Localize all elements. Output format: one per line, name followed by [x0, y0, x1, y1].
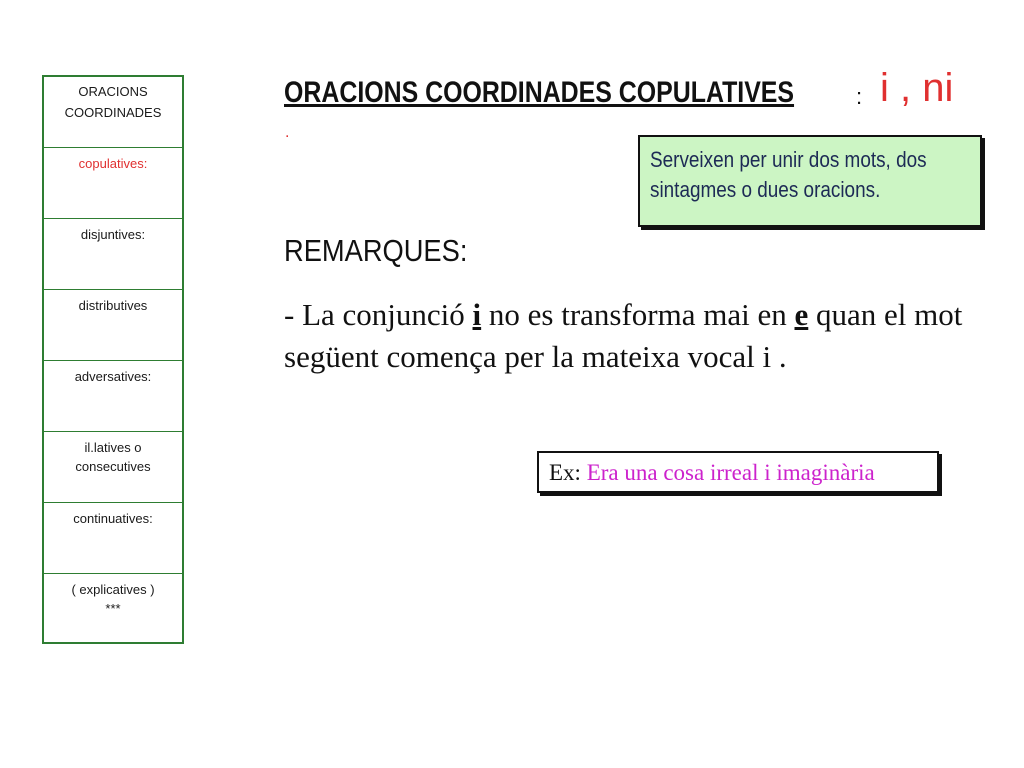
sidebar-item-distributives[interactable]	[44, 290, 182, 361]
sidebar-header-line-2: COORDINADES	[64, 105, 162, 120]
example-text: Era una cosa irreal i imaginària	[580, 460, 875, 485]
sidebar-item-label: adversatives:	[74, 369, 152, 384]
sidebar-item-label: disjuntives:	[80, 227, 146, 242]
remarques-bold-i: i	[472, 297, 482, 332]
remarques-bold-e: e	[794, 297, 809, 332]
sidebar-item-explicatives[interactable]	[44, 574, 182, 645]
remarques-paragraph	[284, 294, 974, 378]
remarques-text-part-2: no es transforma mai en	[481, 297, 795, 332]
sidebar-item-copulatives[interactable]	[44, 148, 182, 219]
sidebar-item-disjuntives[interactable]	[44, 219, 182, 290]
remarques-text-part-1: - La conjunció	[284, 297, 473, 332]
remarques-heading: REMARQUES:	[284, 233, 468, 268]
title-conjunctions: i , ni	[880, 66, 954, 110]
sidebar-item-adversatives[interactable]	[44, 361, 182, 432]
sidebar-item-label-line-2: consecutives	[75, 459, 151, 474]
sidebar-item-label-line-2: ***	[105, 601, 121, 616]
sidebar-header-line-1: ORACIONS	[78, 84, 148, 99]
sidebar-item-label: distributives	[78, 298, 148, 313]
sidebar-item-label: continuatives:	[73, 511, 153, 526]
sidebar-item-label-line-1: ( explicatives )	[71, 582, 155, 597]
page-title-colon: :	[856, 84, 863, 109]
example-box	[537, 451, 939, 493]
sidebar-item-label: copulatives:	[78, 156, 148, 171]
sidebar-item-continuatives[interactable]	[44, 503, 182, 574]
sidebar-item-illatives[interactable]	[44, 432, 182, 503]
title-dot: .	[285, 124, 290, 141]
example-label: Ex:	[549, 460, 581, 485]
definition-line-1: Serveixen per unir dos mots, dos	[650, 147, 927, 172]
definition-box	[638, 135, 982, 227]
definition-line-2: sintagmes o dues oracions.	[650, 177, 881, 202]
page-title	[284, 66, 954, 110]
sidebar-header	[44, 77, 182, 148]
page-title-text: ORACIONS COORDINADES COPULATIVES	[284, 76, 795, 109]
remarques-text-part-3: quan el mot següent comença per la mateixa vocal i .	[284, 297, 963, 374]
sidebar-item-label-line-1: il.latives o	[84, 440, 142, 455]
sidebar-menu	[42, 75, 184, 644]
